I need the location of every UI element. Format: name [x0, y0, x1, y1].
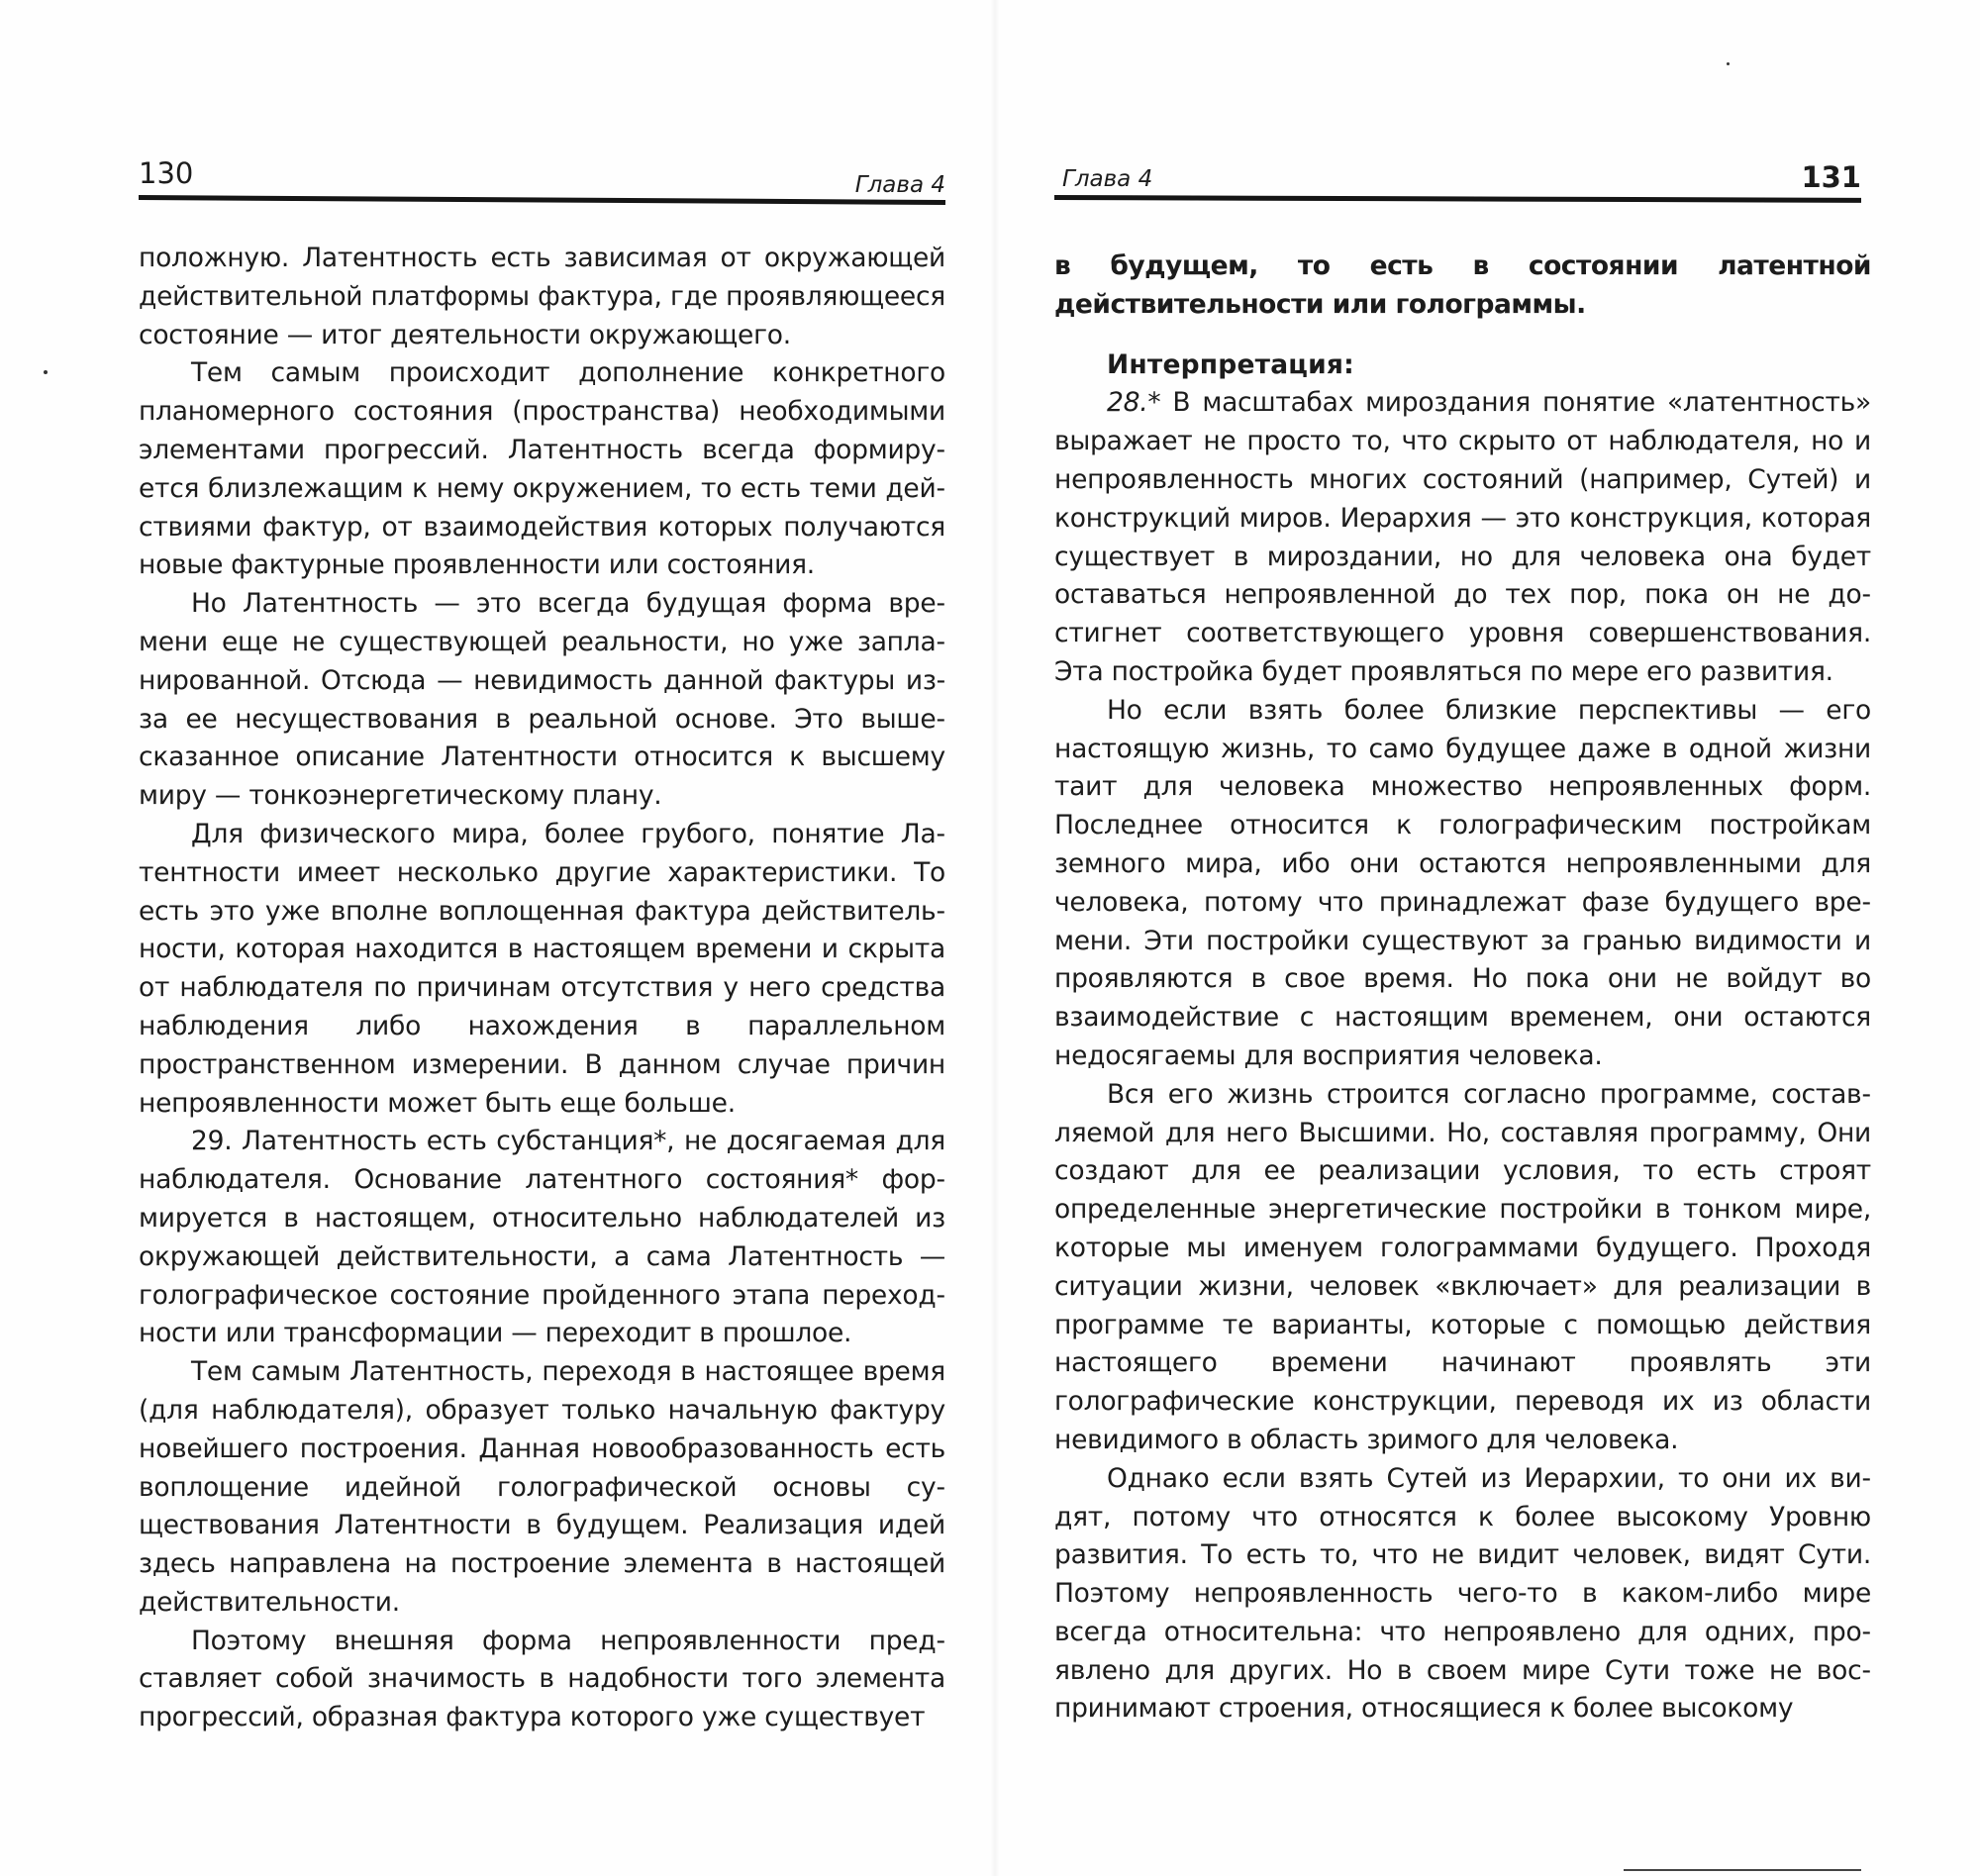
header-rule	[1054, 195, 1861, 203]
right-page	[1054, 0, 1871, 1876]
page-number: 131	[1801, 160, 1861, 194]
paragraph: Поэтому внешняя форма непроявленности представляет собой значимость в надобности того элемента прогрессий, образная фактура которого уже существует	[139, 1625, 945, 1733]
right-page-body	[1054, 247, 1871, 1728]
paragraph-continuation: в будущем, то есть в состоянии латентной действительности или голограммы.	[1054, 250, 1871, 320]
header-rule	[139, 195, 945, 205]
left-page-header	[139, 148, 945, 200]
print-speck	[44, 370, 48, 374]
paragraph: Вся его жизнь строится согласно программе, составляемой для него Высшими. Но, составляя программу, Они создают для ее реализации условия, то есть строят определенные энергетические постройки в тонком мире, которые мы именуем голограммами будущего. Проходя ситуации жизни, человек «включает» для реализации в программе те варианты, которые с помощью действия настоящего времени начинают проявлять эти голографические конструкции, переводя их из области невидимого в область зримого для человека.	[1054, 1078, 1871, 1455]
paragraph: Но если взять более близкие перспективы — его настоящую жизнь, то само будущее даже в одной жизни таит для человека множество непроявленных форм. Последнее относится к голографическим постройкам земного мира, ибо они остаются непроявленными для человека, потому что принадлежат фазе будущего времени. Эти постройки существуют за гранью видимости и проявляются в свое время. Но пока они не войдут во взаимодействие с настоящим временем, они остаются недосягаемы для восприятия человека.	[1054, 694, 1871, 1071]
left-page-body	[139, 240, 945, 1737]
paragraph: 29. Латентность есть субстанция*, не досягаемая для наблюдателя. Основание латентного состояния* формируется в настоящем, относительно наблюдателей из окружающей действительности, а сама Латентность — голографическое состояние пройденного этапа переходности или трансформации — переходит в прошлое.	[139, 1126, 945, 1349]
book-gutter	[990, 0, 1000, 1876]
left-page	[139, 0, 950, 1876]
page-number: 130	[139, 156, 194, 190]
paragraph: Тем самым Латентность, переходя в настоящее время (для наблюдателя), образует только начальную фактуру новейшего построения. Данная новообразованность есть воплощение идейной голографической основы существования Латентности в будущем. Реализация идей здесь направлена на построение элемента в настоящей действительности.	[139, 1356, 945, 1618]
paragraph: Тем самым происходит дополнение конкретного планомерного состояния (пространства) необходимыми элементами прогрессий. Латентность всегда формируется близлежащим к нему окружением, то есть теми действиями фактур, от взаимодействия которых получаются новые фактурные проявленности или состояния.	[139, 357, 945, 581]
paragraph: Однако если взять Сутей из Иерархии, то они их видят, потому что относятся к более высокому Уровню развития. То есть то, что не видит человек, видят Сути. Поэтому непроявленность чего-то в каком-либо мире всегда относительна: что непроявлено для одних, проявлено для других. Но в своем мире Сути тоже не воспринимают строения, относящиеся к более высокому	[1054, 1462, 1871, 1725]
right-page-header	[1054, 148, 1861, 200]
running-head: Глава 4	[854, 172, 945, 198]
paragraph-text: В масштабах мироздания понятие «латентность» выражает не просто то, что скрыто от наблюдателя, но и непроявленность многих состояний (например, Сутей) и конструкций миров. Иерархия — это конструкция, которая существует в мироздании, но для человека она будет оставаться непроявленной до тех пор, пока он не достигнет соответствующего уровня совершенствования. Эта постройка будет проявляться по мере его развития.	[1054, 387, 1871, 687]
paragraph: Но Латентность — это всегда будущая форма времени еще не существующей реальности, но уже запланированной. Отсюда — невидимость данной фактуры из-за ее несуществования в реальной основе. Это вышесказанное описание Латентности относится к высшему миру — тонкоэнергетическому плану.	[139, 588, 945, 812]
paragraph: Для физического мира, более грубого, понятие Латентности имеет несколько другие характеристики. То есть это уже вполне воплощенная фактура действительности, которая находится в настоящем времени и скрыта от наблюдателя по причинам отсутствия у него средства наблюдения либо нахождения в параллельном пространственном измерении. В данном случае причин непроявленности может быть еще больше.	[139, 818, 945, 1119]
note-number: 28.*	[1107, 387, 1161, 419]
paragraph: положную. Латентность есть зависимая от окружающей действительной платформы фактура, где проявляющееся состояние — итог деятельности окружающего.	[139, 243, 945, 350]
section-heading: Интерпретация:	[1107, 348, 1354, 380]
running-head: Глава 4	[1062, 166, 1153, 192]
paragraph	[1054, 384, 1871, 691]
